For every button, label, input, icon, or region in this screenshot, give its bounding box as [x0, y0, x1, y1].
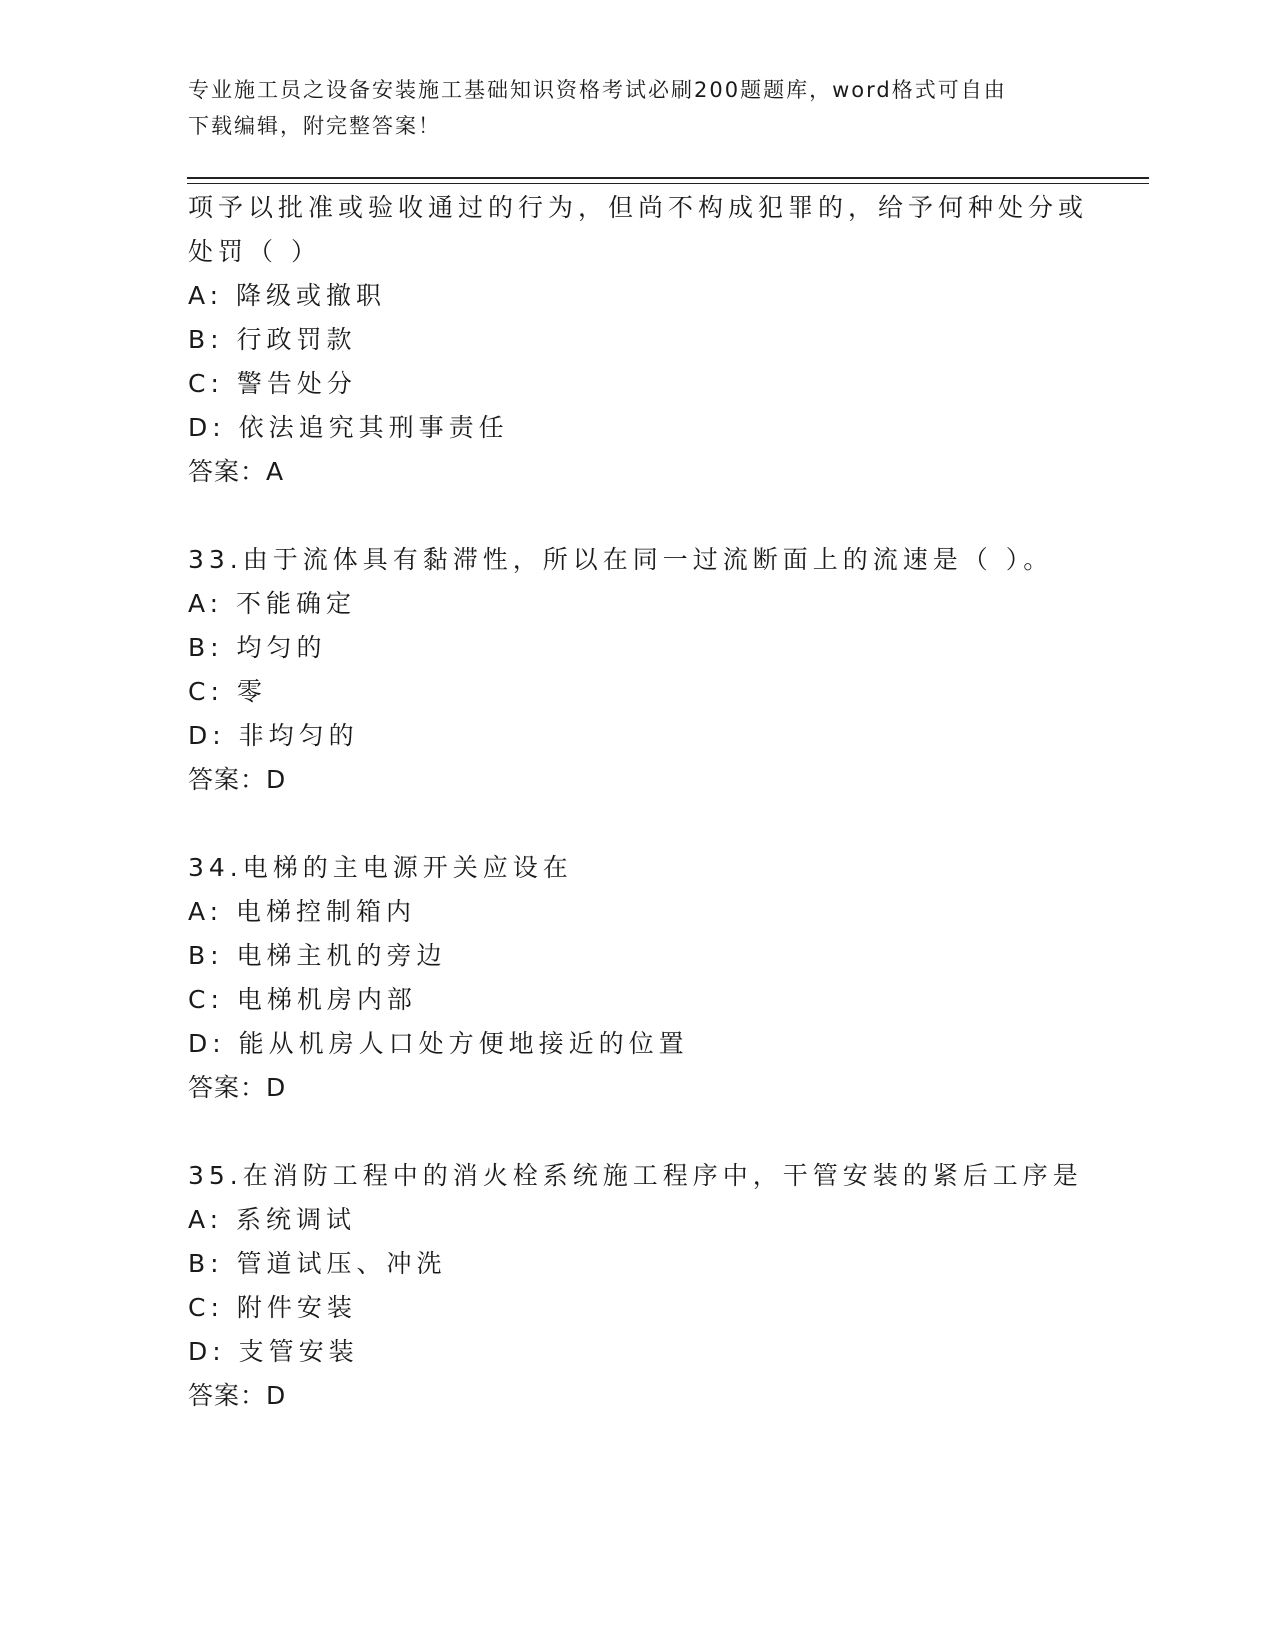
q32-stem-line-1: 项予以批准或验收通过的行为，但尚不构成犯罪的，给予何种处分或	[188, 193, 1089, 222]
q33-option-a: A: 不能确定	[188, 589, 357, 618]
document-header	[188, 72, 1068, 144]
q32-option-a: A: 降级或撤职	[188, 281, 387, 310]
q35-answer: 答案：D	[188, 1381, 287, 1410]
header-line-1: 专业施工员之设备安装施工基础知识资格考试必刷200题题库，word格式可自由	[188, 78, 1007, 102]
q34-stem: 34.电梯的主电源开关应设在	[188, 853, 573, 882]
q32-stem-line-2: 处罚（ ）	[188, 237, 321, 266]
q32-option-c: C: 警告处分	[188, 369, 357, 398]
q33-stem: 33.由于流体具有黏滞性，所以在同一过流断面上的流速是（ ）。	[188, 545, 1054, 574]
q35-option-b: B: 管道试压、冲洗	[188, 1249, 447, 1278]
q34-option-a: A: 电梯控制箱内	[188, 897, 417, 926]
q34-option-c: C: 电梯机房内部	[188, 985, 417, 1014]
q34-option-d: D: 能从机房人口处方便地接近的位置	[188, 1029, 689, 1058]
q35-stem: 35.在消防工程中的消火栓系统施工程序中，干管安装的紧后工序是	[188, 1161, 1083, 1190]
q33-option-d: D: 非均匀的	[188, 721, 359, 750]
header-divider-thick	[187, 177, 1149, 179]
header-line-2: 下载编辑，附完整答案！	[188, 114, 441, 138]
q32-option-b: B: 行政罚款	[188, 325, 357, 354]
q33-option-b: B: 均匀的	[188, 633, 327, 662]
q32-option-d: D: 依法追究其刑事责任	[188, 413, 509, 442]
q35-option-a: A: 系统调试	[188, 1205, 357, 1234]
header-divider-thin	[187, 183, 1149, 184]
q33-option-c: C: 零	[188, 677, 267, 706]
q34-answer: 答案：D	[188, 1073, 287, 1102]
q35-option-d: D: 支管安装	[188, 1337, 359, 1366]
q33-answer: 答案：D	[188, 765, 287, 794]
q35-option-c: C: 附件安装	[188, 1293, 357, 1322]
q32-answer: 答案：A	[188, 457, 285, 486]
q34-option-b: B: 电梯主机的旁边	[188, 941, 447, 970]
